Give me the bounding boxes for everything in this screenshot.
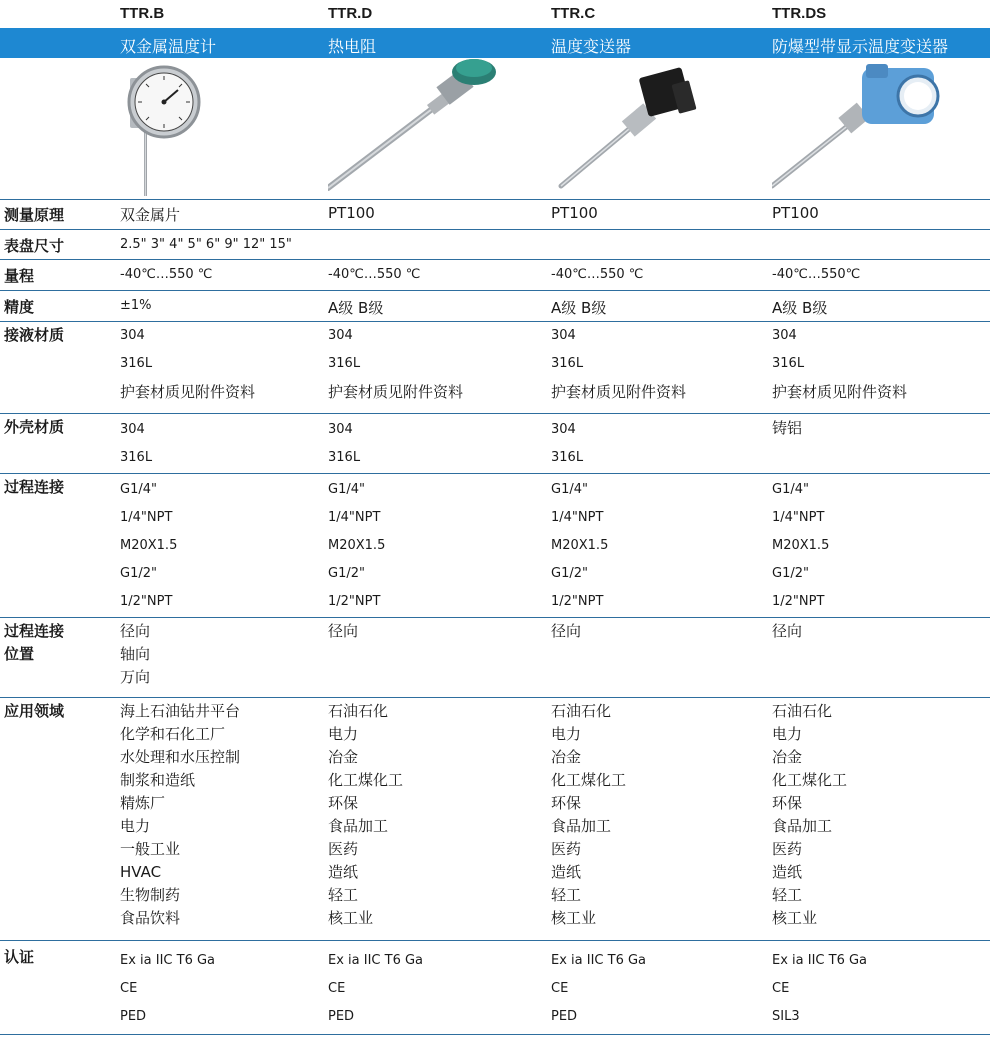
position-item: 径向	[551, 622, 582, 640]
product-image-row	[0, 58, 990, 200]
value-cert-ttr-c	[551, 947, 766, 1031]
value-accuracy-ttr-ds: A级 B级	[772, 299, 828, 317]
wetted-item: 护套材质见附件资料	[551, 383, 687, 401]
application-item: 一般工业	[120, 840, 181, 858]
value-application-ttr-d	[328, 700, 543, 930]
application-item: 核工业	[328, 909, 374, 927]
application-item: 化学和石化工厂	[120, 725, 226, 743]
application-item: 食品加工	[551, 817, 612, 835]
application-item: 冶金	[551, 748, 582, 766]
cert-item: Ex ia IIC T6 Ga	[772, 953, 868, 968]
application-item: 精炼厂	[120, 794, 166, 812]
value-position-ttr-d	[328, 620, 543, 643]
connection-item: M20X1.5	[551, 538, 609, 553]
value-accuracy-ttr-c: A级 B级	[551, 299, 607, 317]
connection-item: M20X1.5	[120, 538, 178, 553]
value-connection-ttr-d	[328, 476, 543, 616]
cert-item: CE	[772, 981, 790, 996]
application-item: 医药	[551, 840, 582, 858]
application-item: 食品加工	[772, 817, 833, 835]
value-application-ttr-c	[551, 700, 766, 930]
housing-item: 316L	[120, 450, 153, 465]
position-item: 万向	[120, 668, 151, 686]
product-name-row	[0, 28, 990, 58]
value-principle-ttr-c: PT100	[551, 204, 598, 222]
model-header-row	[0, 0, 990, 28]
application-item: 造纸	[772, 863, 803, 881]
wetted-item: 316L	[551, 356, 584, 371]
value-housing-ttr-ds	[772, 414, 987, 442]
connection-item: G1/2"	[120, 566, 157, 581]
application-item: 化工煤化工	[772, 771, 848, 789]
row-housing-material	[0, 414, 990, 474]
label-application-field: 应用领域	[4, 702, 65, 720]
application-item: 石油石化	[328, 702, 389, 720]
wetted-item: 护套材质见附件资料	[120, 383, 256, 401]
name-bimetal-thermometer: 双金属温度计	[120, 37, 217, 56]
application-item: 食品加工	[328, 817, 389, 835]
application-item: 化工煤化工	[328, 771, 404, 789]
connection-item: M20X1.5	[328, 538, 386, 553]
temperature-transmitter-image	[551, 58, 766, 198]
connection-item: 1/2"NPT	[120, 594, 173, 609]
value-wetted-ttr-b	[120, 322, 320, 406]
housing-item: 316L	[551, 450, 584, 465]
connection-item: 1/2"NPT	[772, 594, 825, 609]
application-item: HVAC	[120, 863, 162, 881]
position-item: 径向	[772, 622, 803, 640]
name-temp-transmitter: 温度变送器	[551, 37, 632, 56]
row-wetted-material	[0, 322, 990, 414]
row-measurement-principle	[0, 200, 990, 230]
wetted-item: 304	[772, 328, 797, 343]
value-connection-ttr-ds	[772, 476, 987, 616]
application-item: 电力	[120, 817, 151, 835]
application-item: 冶金	[328, 748, 359, 766]
value-principle-ttr-b: 双金属片	[120, 206, 181, 224]
value-position-ttr-c	[551, 620, 766, 643]
value-cert-ttr-ds	[772, 947, 987, 1031]
row-application-field	[0, 698, 990, 941]
connection-item: G1/4"	[772, 482, 809, 497]
housing-item: 304	[120, 422, 145, 437]
application-item: 医药	[772, 840, 803, 858]
application-item: 环保	[772, 794, 803, 812]
application-item: 石油石化	[551, 702, 612, 720]
application-item: 环保	[328, 794, 359, 812]
cert-item: Ex ia IIC T6 Ga	[328, 953, 424, 968]
value-cert-ttr-d	[328, 947, 543, 1031]
connection-item: M20X1.5	[772, 538, 830, 553]
row-certification	[0, 941, 990, 1035]
application-item: 石油石化	[772, 702, 833, 720]
connection-item: 1/4"NPT	[772, 510, 825, 525]
connection-item: G1/4"	[120, 482, 157, 497]
wetted-item: 304	[328, 328, 353, 343]
wetted-item: 316L	[328, 356, 361, 371]
application-item: 电力	[328, 725, 359, 743]
model-ttr-d: TTR.D	[328, 5, 373, 22]
wetted-item: 316L	[120, 356, 153, 371]
rtd-sensor-image	[328, 58, 543, 198]
row-dial-size	[0, 230, 990, 260]
cert-item: Ex ia IIC T6 Ga	[120, 953, 216, 968]
value-range-ttr-c: -40℃…550 ℃	[551, 267, 644, 282]
connection-item: G1/2"	[328, 566, 365, 581]
application-item: 核工业	[772, 909, 818, 927]
label-line: 过程连接	[4, 622, 65, 640]
application-item: 生物制药	[120, 886, 181, 904]
housing-item: 304	[551, 422, 576, 437]
application-item: 轻工	[328, 886, 359, 904]
application-item: 轻工	[551, 886, 582, 904]
application-item: 食品饮料	[120, 909, 181, 927]
value-wetted-ttr-d	[328, 322, 543, 406]
value-housing-ttr-d	[328, 416, 543, 472]
connection-item: G1/2"	[772, 566, 809, 581]
bimetal-thermometer-image	[120, 58, 320, 198]
application-item: 制浆和造纸	[120, 771, 196, 789]
application-item: 水处理和水压控制	[120, 748, 241, 766]
application-item: 化工煤化工	[551, 771, 627, 789]
name-rtd: 热电阻	[328, 37, 377, 56]
label-certification: 认证	[4, 948, 35, 966]
housing-item: 铸铝	[772, 419, 803, 437]
row-range	[0, 260, 990, 291]
connection-item: 1/2"NPT	[328, 594, 381, 609]
application-item: 造纸	[551, 863, 582, 881]
explosion-proof-transmitter-image	[772, 58, 987, 198]
value-wetted-ttr-c	[551, 322, 766, 406]
wetted-item: 304	[120, 328, 145, 343]
cert-item: CE	[120, 981, 138, 996]
row-connection-position	[0, 618, 990, 698]
value-accuracy-ttr-b: ±1%	[120, 298, 152, 313]
value-position-ttr-ds	[772, 620, 987, 643]
cert-item: PED	[120, 1009, 147, 1024]
label-measurement-principle: 测量原理	[4, 206, 65, 224]
value-principle-ttr-d: PT100	[328, 204, 375, 222]
housing-item: 316L	[328, 450, 361, 465]
value-connection-ttr-b	[120, 476, 320, 616]
cert-item: PED	[551, 1009, 578, 1024]
row-process-connection	[0, 474, 990, 618]
wetted-item: 护套材质见附件资料	[328, 383, 464, 401]
application-item: 医药	[328, 840, 359, 858]
value-position-ttr-b	[120, 620, 320, 689]
cert-item: SIL3	[772, 1009, 800, 1024]
application-item: 核工业	[551, 909, 597, 927]
cert-item: CE	[328, 981, 346, 996]
label-dial-size: 表盘尺寸	[4, 237, 65, 255]
value-range-ttr-d: -40℃…550 ℃	[328, 267, 421, 282]
application-item: 电力	[772, 725, 803, 743]
label-process-connection: 过程连接	[4, 478, 65, 496]
position-item: 径向	[328, 622, 359, 640]
application-item: 海上石油钻井平台	[120, 702, 241, 720]
name-explosion-proof-transmitter: 防爆型带显示温度变送器	[772, 37, 949, 56]
application-item: 环保	[551, 794, 582, 812]
label-range: 量程	[4, 267, 35, 285]
label-line: 位置	[4, 645, 35, 663]
value-application-ttr-ds	[772, 700, 987, 930]
application-item: 造纸	[328, 863, 359, 881]
wetted-item: 护套材质见附件资料	[772, 383, 908, 401]
connection-item: 1/2"NPT	[551, 594, 604, 609]
model-ttr-c: TTR.C	[551, 5, 596, 22]
label-accuracy: 精度	[4, 298, 35, 316]
value-range-ttr-ds: -40℃…550℃	[772, 267, 861, 282]
application-item: 冶金	[772, 748, 803, 766]
housing-item: 304	[328, 422, 353, 437]
value-housing-ttr-c	[551, 416, 766, 472]
cert-item: Ex ia IIC T6 Ga	[551, 953, 647, 968]
value-dial-ttr-b: 2.5" 3" 4" 5" 6" 9" 12" 15"	[120, 237, 292, 252]
position-item: 轴向	[120, 645, 151, 663]
connection-item: G1/4"	[551, 482, 588, 497]
position-item: 径向	[120, 622, 151, 640]
model-ttr-ds: TTR.DS	[772, 5, 827, 22]
connection-item: G1/2"	[551, 566, 588, 581]
application-item: 电力	[551, 725, 582, 743]
connection-item: 1/4"NPT	[328, 510, 381, 525]
value-range-ttr-b: -40℃…550 ℃	[120, 267, 213, 282]
value-accuracy-ttr-d: A级 B级	[328, 299, 384, 317]
connection-item: 1/4"NPT	[551, 510, 604, 525]
cert-item: CE	[551, 981, 569, 996]
value-application-ttr-b	[120, 700, 320, 930]
label-wetted-material: 接液材质	[4, 326, 65, 344]
value-principle-ttr-ds: PT100	[772, 204, 819, 222]
label-housing-material: 外壳材质	[4, 418, 65, 436]
row-accuracy	[0, 291, 990, 322]
label-connection-position	[4, 620, 112, 666]
value-wetted-ttr-ds	[772, 322, 987, 406]
value-connection-ttr-c	[551, 476, 766, 616]
value-housing-ttr-b	[120, 416, 320, 472]
connection-item: G1/4"	[328, 482, 365, 497]
connection-item: 1/4"NPT	[120, 510, 173, 525]
cert-item: PED	[328, 1009, 355, 1024]
model-ttr-b: TTR.B	[120, 5, 165, 22]
wetted-item: 304	[551, 328, 576, 343]
application-item: 轻工	[772, 886, 803, 904]
value-cert-ttr-b	[120, 947, 320, 1031]
wetted-item: 316L	[772, 356, 805, 371]
